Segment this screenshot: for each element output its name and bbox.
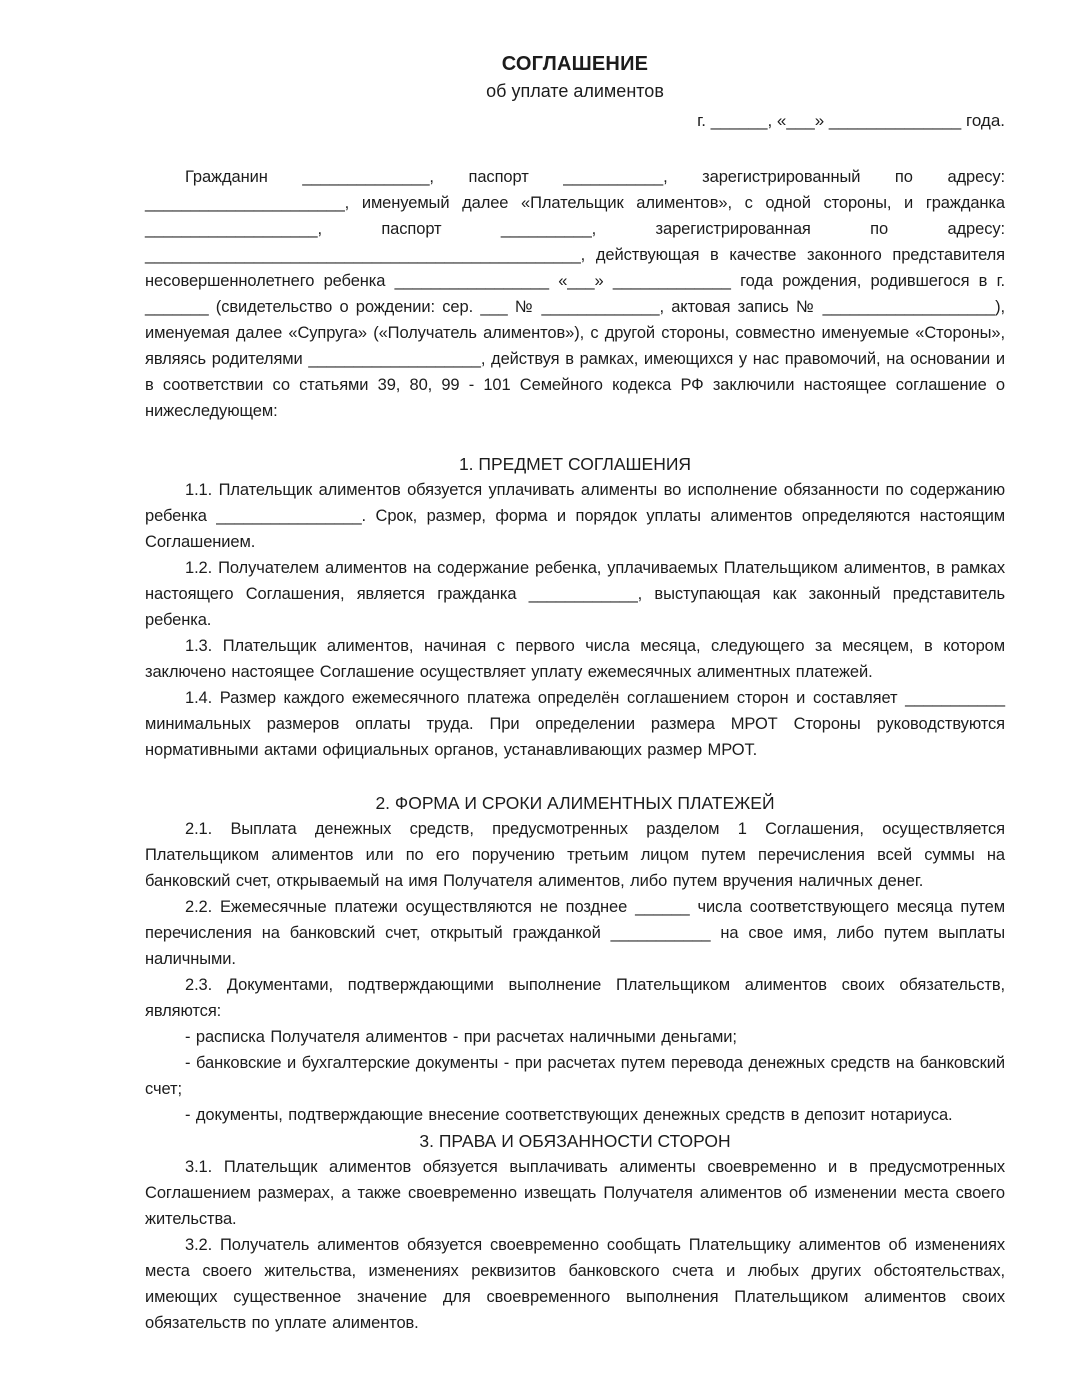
date-line: г. ______, «___» ______________ года. [697,111,1005,130]
paragraph-2-2: 2.2. Ежемесячные платежи осуществляются не позднее ______ числа соответствующего месяца путем перечисления на банковский счет, открытый гражданкой ___________ на свое имя, либо путем выплаты наличными. [145,898,1005,968]
bullet-cash-receipt: - расписка Получателя алиментов - при расчетах наличными деньгами; [185,1028,737,1046]
document-subtitle: об уплате алиментов [486,81,664,101]
paragraph-1-2: 1.2. Получателем алиментов на содержание ребенка, уплачиваемых Плательщиком алиментов, в рамках настоящего Соглашения, является гражданка ____________, выступающая как законный представитель ребенка. [145,559,1005,629]
paragraph-2-3: 2.3. Документами, подтверждающими выполнение Плательщиком алиментов своих обязательств, являются: [145,976,1005,1020]
section-2-heading: 2. ФОРМА И СРОКИ АЛИМЕНТНЫХ ПЛАТЕЖЕЙ [375,793,775,813]
preamble-paragraph: Гражданин ______________, паспорт ___________, зарегистрированный по адресу: ______________________, именуемый далее «Плательщик алиментов», с одной стороны, и гражданка ___________________, паспорт __________, зарегистрированная по адресу: ________________________________________________, действующая в качестве законного представителя несовершеннолетнего ребенка _________________ «___» _____________ года рождения, родившегося в г. _______ (свидетельство о рождении: сер. ___ № _____________, актовая запись № ___________________), именуемая далее «Супруга» («Получатель алиментов»), с другой стороны, совместно именуемые «Стороны», являясь родителями ___________________, действуя в рамках, имеющихся у нас правомочий, на основании и в соответствии со статьями 39, 80, 99 - 101 Семейного кодекса РФ заключили настоящее соглашение о нижеследующем: [145,168,1005,420]
bullet-notary-deposit: - документы, подтверждающие внесение соответствующих денежных средств в депозит нотариуса. [185,1106,953,1124]
paragraph-1-4: 1.4. Размер каждого ежемесячного платежа определён соглашением сторон и составляет ___________ минимальных размеров оплаты труда. При определении размера МРОТ Стороны руководствуются нормативными актами официальных органов, устанавливающих размер МРОТ. [145,689,1005,759]
paragraph-2-1: 2.1. Выплата денежных средств, предусмотренных разделом 1 Соглашения, осуществляется Плательщиком алиментов или по его поручению третьим лицом путем перечисления всей суммы на банковский счет, открываемый на имя Получателя алиментов, либо путем вручения наличных денег. [145,820,1005,890]
section-1-heading: 1. ПРЕДМЕТ СОГЛАШЕНИЯ [458,454,692,474]
document-title: СОГЛАШЕНИЕ [501,53,649,75]
paragraph-1-3: 1.3. Плательщик алиментов, начиная с первого числа месяца, следующего за месяцем, в котором заключено настоящее Соглашение осуществляет уплату ежемесячных алиментных платежей. [145,637,1005,681]
bullet-bank-documents: - банковские и бухгалтерские документы - при расчетах путем перевода денежных средств на банковский счет; [145,1054,1005,1098]
paragraph-3-1: 3.1. Плательщик алиментов обязуется выплачивать алименты своевременно и в предусмотренных Соглашением размерах, а также своевременно извещать Получателя алиментов об изменении места своего жительства. [145,1158,1005,1228]
paragraph-3-2: 3.2. Получатель алиментов обязуется своевременно сообщать Плательщику алиментов об изменениях места своего жительства, изменениях реквизитов банковского счета и любых других обстоятельствах, имеющих существенное значение для своевременного выполнения Плательщиком алиментов своих обязательств по уплате алиментов. [145,1236,1005,1332]
section-3-heading: 3. ПРАВА И ОБЯЗАННОСТИ СТОРОН [419,1131,731,1151]
paragraph-1-1: 1.1. Плательщик алиментов обязуется уплачивать алименты во исполнение обязанности по содержанию ребенка ________________. Срок, размер, форма и порядок уплаты алиментов определяются настоящим Соглашением. [145,481,1005,551]
